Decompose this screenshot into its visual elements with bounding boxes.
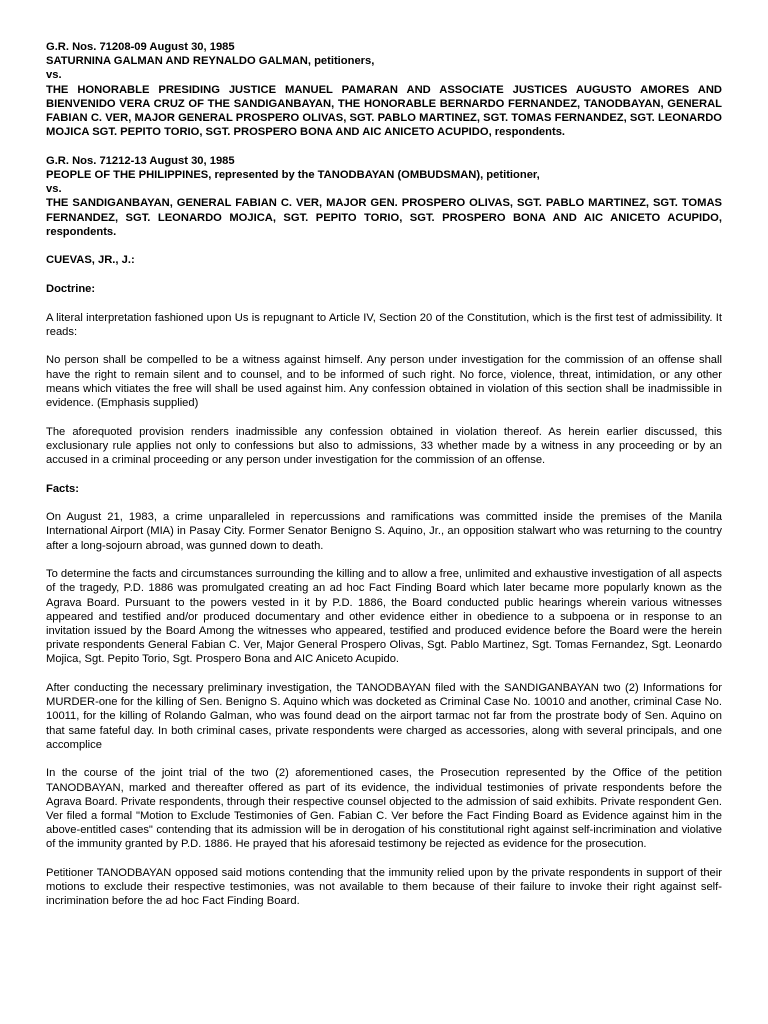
versus: vs.: [46, 183, 62, 196]
versus: vs.: [46, 69, 62, 82]
case-caption-2: [46, 154, 722, 239]
petitioners: SATURNINA GALMAN AND REYNALDO GALMAN, petitioners,: [46, 55, 375, 68]
doctrine-paragraph: No person shall be compelled to be a witness against himself. Any person under investigation for the commission of an offense shall have the right to remain silent and to counsel, and to be informed of such right. No force, violence, threat, intimidation, or any other means which vitiates the free will shall be used against him. Any confession obtained in violation of this section shall be inadmissible in evidence. (Emphasis supplied): [46, 354, 722, 410]
case-number: G.R. Nos. 71212-13 August 30, 1985: [46, 154, 235, 167]
facts-paragraph: To determine the facts and circumstances surrounding the killing and to allow a free, unlimited and exhaustive investigation of all aspects of the tragedy, P.D. 1886 was promulgated creating an ad hoc Fact Finding Board which later became more popularly known as the Agrava Board. Pursuant to the powers vested in it by P.D. 1886, the Board conducted public hearings wherein various witnesses appeared and testified and/or produced documentary and other evidence either in obedience to a subpoena or in response to an invitation issued by the Board Among the witnesses who appeared, testified and produced evidence before the Board were the herein private respondents General Fabian C. Ver, Major General Prospero Olivas, Sgt. Pablo Martinez, Sgt. Tomas Fernandez, Sgt. Leonardo Mojica, Sgt. Pepito Torio, Sgt. Prospero Bona and AIC Aniceto Acupido.: [46, 568, 722, 666]
facts-paragraph: On August 21, 1983, a crime unparalleled in repercussions and ramifications was committed inside the premises of the Manila International Airport (MIA) in Pasay City. Former Senator Benigno S. Aquino, Jr., an opposition stalwart who was returning to the country after a long-sojourn abroad, was gunned down to death.: [46, 511, 722, 552]
case-caption-1: [46, 40, 722, 139]
case-number: G.R. Nos. 71208-09 August 30, 1985: [46, 41, 235, 53]
doctrine-paragraph: A literal interpretation fashioned upon Us is repugnant to Article IV, Section 20 of the Constitution, which is the first test of admissibility. It reads:: [46, 311, 722, 338]
doctrine-paragraph: The aforequoted provision renders inadmissible any confession obtained in violation thereof. As herein earlier discussed, this exclusionary rule applies not only to confessions but also to admissions, 33 whether made by a witness in any proceeding or by an accused in a criminal proceeding or any person under investigation for the commission of an offense.: [46, 425, 722, 467]
facts-paragraph: Petitioner TANODBAYAN opposed said motions contending that the immunity relied upon by the private respondents in support of their motions to exclude their respective testimonies, was not available to them because of their failure to invoke their right against self-incrimination before the ad hoc Fact Finding Board.: [46, 867, 722, 908]
petitioner: PEOPLE OF THE PHILIPPINES, represented by the TANODBAYAN (OMBUDSMAN), petitioner,: [46, 169, 540, 182]
ponente-name: CUEVAS, JR., J.:: [46, 254, 135, 267]
facts-paragraph: In the course of the joint trial of the two (2) aforementioned cases, the Prosecution represented by the Office of the petition TANODBAYAN, marked and thereafter offered as part of its evidence, the individual testimonies of private respondents before the Agrava Board. Private respondents, through their respective counsel objected to the admission of said exhibits. Private respondent Gen. Ver filed a formal "Motion to Exclude Testimonies of Gen. Fabian C. Ver before the Fact Finding Board as Evidence against him in the above-entitled cases" contending that its admission will be in derogation of his constitutional right against self-incrimination and violative of the immunity granted by P.D. 1886. He prayed that his aforesaid testimony be rejected as evidence for the prosecution.: [46, 767, 722, 851]
doctrine-heading: Doctrine:: [46, 283, 96, 296]
respondents: THE SANDIGANBAYAN, GENERAL FABIAN C. VER, MAJOR GEN. PROSPERO OLIVAS, SGT. PABLO MARTINEZ, SGT. TOMAS FERNANDEZ, SGT. LEONARDO MOJICA, SGT. PEPITO TORIO, SGT. PROSPERO BONA AND AIC ANICETO ACUPIDO, respondents.: [46, 197, 722, 238]
facts-heading: Facts:: [46, 482, 79, 495]
respondents: THE HONORABLE PRESIDING JUSTICE MANUEL PAMARAN AND ASSOCIATE JUSTICES AUGUSTO AMORES AND BIENVENIDO VERA CRUZ OF THE SANDIGANBAYAN, THE HONORABLE BERNARDO FERNANDEZ, TANODBAYAN, GENERAL FABIAN C. VER, MAJOR GENERAL PROSPERO OLIVAS, SGT. PABLO MARTINEZ, SGT. TOMAS FERNANDEZ, SGT. LEONARDO MOJICA SGT. PEPITO TORIO, SGT. PROSPERO BONA AND AIC ANICETO ACUPIDO, respondents.: [46, 83, 722, 139]
ponente: [46, 253, 722, 267]
facts-paragraph: After conducting the necessary preliminary investigation, the TANODBAYAN filed with the SANDIGANBAYAN two (2) Informations for MURDER-one for the killing of Sen. Benigno S. Aquino which was docketed as Criminal Case No. 10010 and another, criminal Case No. 10011, for the killing of Rolando Galman, who was found dead on the airport tarmac not far from the prostrate body of Sen. Aquino on that same fateful day. In both criminal cases, private respondents were charged as accessories, along with several principals, and one accomplice: [46, 682, 722, 751]
